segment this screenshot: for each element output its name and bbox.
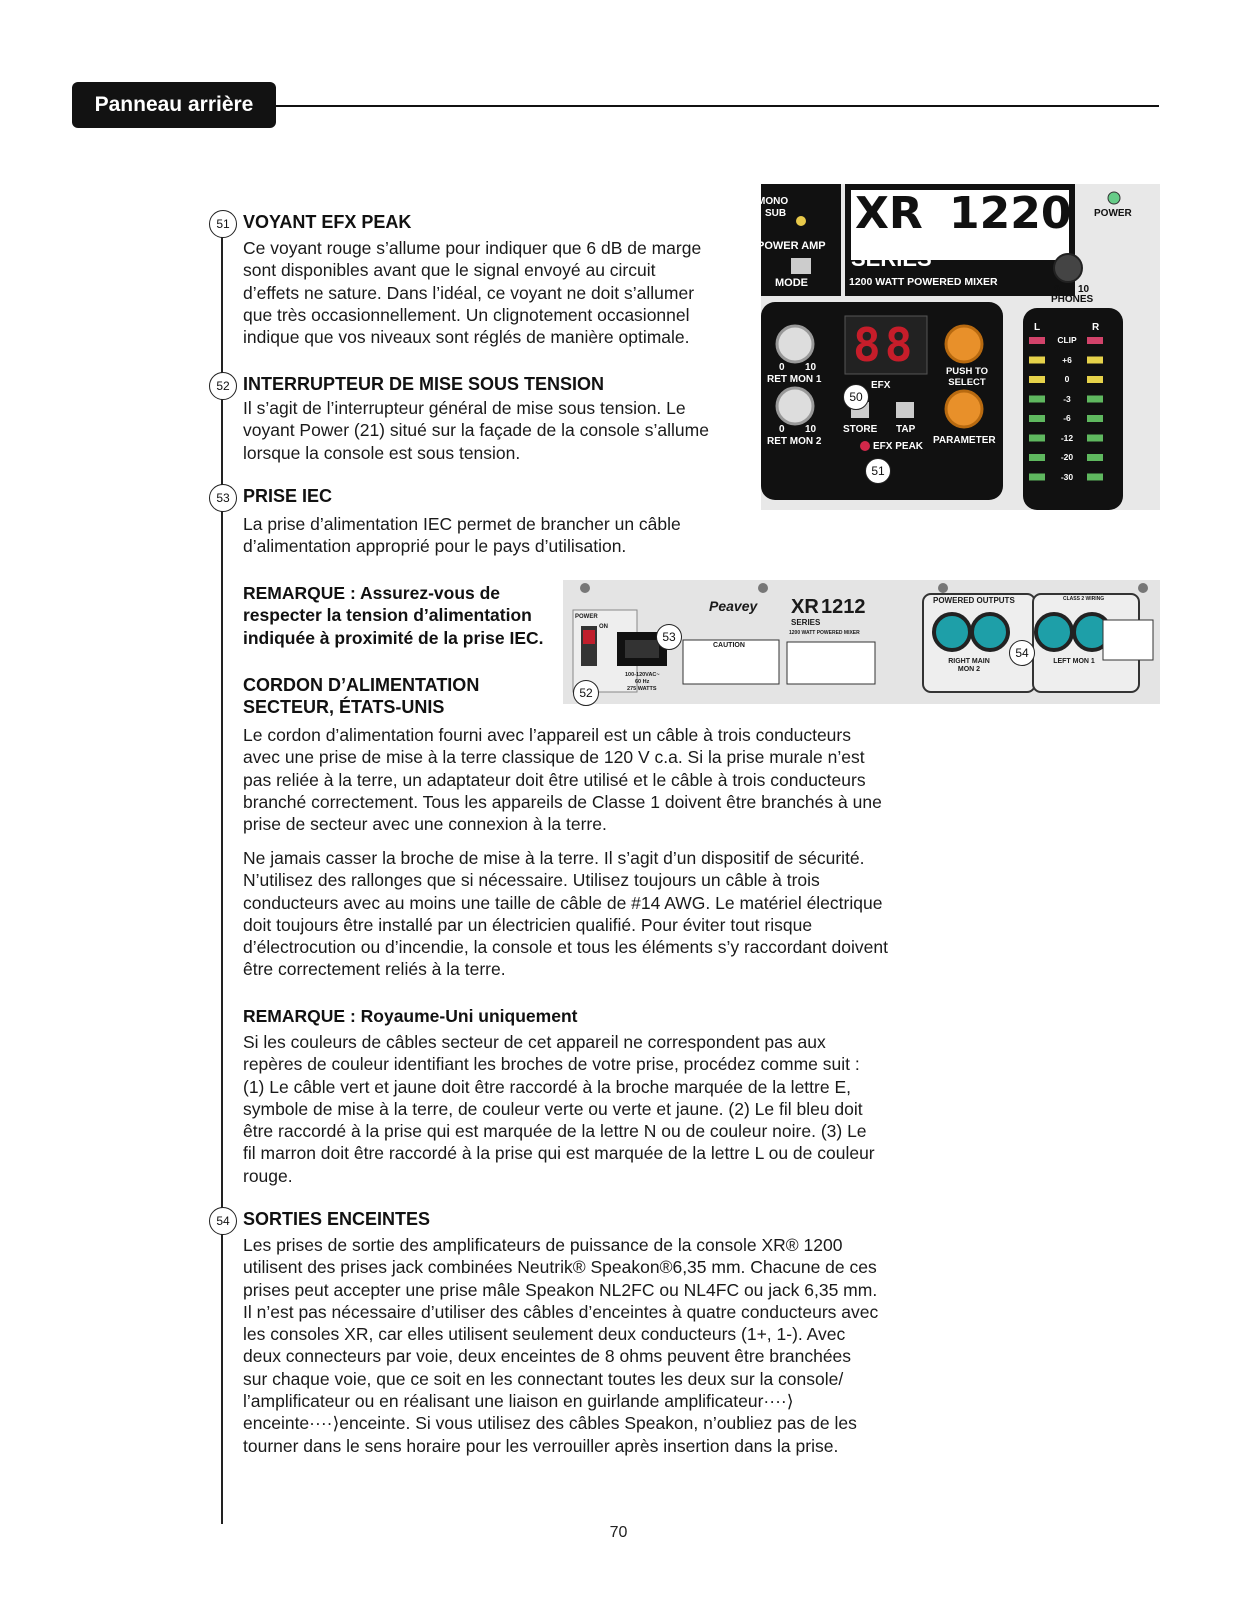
text-line: voyant Power (21) situé sur la façade de la console s’allume xyxy=(243,420,709,441)
text-line: respecter la tension d’alimentation xyxy=(243,605,532,626)
meter-led xyxy=(1029,357,1045,364)
rp-model-series: SERIES xyxy=(791,618,821,627)
text-line: Ce voyant rouge s’allume pour indiquer que 6 dB de marge xyxy=(243,238,702,258)
para-cordon-2 xyxy=(243,847,888,981)
callout-54: 54 xyxy=(1009,640,1035,666)
para-sorties-enceintes xyxy=(243,1234,878,1457)
text-line: repères de couleur identifiant les broches de votre prise, procédez comme suit : xyxy=(243,1054,860,1075)
meter-led xyxy=(1029,376,1045,383)
text-line: N’utilisez des rallonges que si nécessaire. Utilisez toujours un câble à trois xyxy=(243,870,820,891)
text-line: les consoles XR, car elles utilisent seulement deux conducteurs (1+, 1-). Avec xyxy=(243,1324,846,1345)
fp-meter-r: R xyxy=(1092,322,1100,333)
fp-push-to-select: PUSH TO SELECT xyxy=(945,366,989,388)
text-line: pas reliée à la terre, un adaptateur doit être utilisé et le câble à trois conducteurs xyxy=(243,769,866,790)
text-line: que très occasionnellement. Un clignotement occasionnel xyxy=(243,304,690,325)
callout-51: 51 xyxy=(865,458,891,484)
meter-led xyxy=(1087,415,1103,422)
para-voyant-efx-peak xyxy=(243,237,701,348)
rp-powered-outputs: POWERED OUTPUTS xyxy=(933,596,1015,605)
meter-label: CLIP xyxy=(1057,335,1077,345)
fp-efx-peak: EFX PEAK xyxy=(873,441,924,452)
text-line: La prise d’alimentation IEC permet de brancher un câble xyxy=(243,514,681,534)
text-line: branché correctement. Tous les appareils de Classe 1 doivent être branchés à une xyxy=(243,791,882,812)
heading-cordon xyxy=(243,674,479,719)
meter-led xyxy=(1029,337,1045,344)
fp-subtitle: 1200 WATT POWERED MIXER xyxy=(849,276,998,288)
text-line: utilisent des prises jack combinées Neutrik® Speakon®6,35 mm. Chacune de ces xyxy=(243,1257,877,1278)
rp-model-sub: 1200 WATT POWERED MIXER xyxy=(789,630,860,636)
timeline-line xyxy=(221,229,223,1524)
rp-right-main: RIGHT MAIN MON 2 xyxy=(948,658,990,673)
text-line: d’alimentation approprié pour le pays d’utilisation. xyxy=(243,536,627,557)
fp-ret1-min: 0 xyxy=(779,362,785,373)
meter-label: +6 xyxy=(1062,354,1072,365)
fp-phones-min: 0 xyxy=(1054,284,1060,295)
text-line: lorsque la console est sous tension. xyxy=(243,442,521,463)
heading-sorties-enceintes: SORTIES ENCEINTES xyxy=(243,1209,431,1229)
text-line: être raccordé à la prise qui est marquée de la lettre N ou de couleur noire. (3) Le xyxy=(243,1121,867,1142)
heading-voyant-efx-peak: VOYANT EFX PEAK xyxy=(243,212,412,232)
fp-parameter: PARAMETER xyxy=(933,435,996,446)
meter-led xyxy=(1087,454,1103,461)
meter-led xyxy=(1087,435,1103,442)
note-voltage xyxy=(243,582,544,649)
fp-sub: SUB xyxy=(765,208,787,219)
rp-on: ON xyxy=(599,624,608,630)
rp-left-mon: LEFT MON 1 xyxy=(1053,658,1095,665)
meter-led xyxy=(1029,396,1045,403)
text-line: doit toujours être installé par un électricien qualifié. Pour éviter tout risque xyxy=(243,914,813,935)
page-number: 70 xyxy=(609,1524,628,1541)
para-interrupteur xyxy=(243,397,709,464)
rp-power: POWER xyxy=(575,614,598,620)
meter-label: 0 xyxy=(1064,374,1070,384)
fp-efx: EFX xyxy=(871,380,891,391)
fp-phones-max: 10 xyxy=(1078,284,1090,295)
callout-53: 53 xyxy=(656,624,682,650)
meter-led xyxy=(1087,474,1103,481)
fp-power-amp: POWER AMP xyxy=(757,240,826,252)
fp-mode: MODE xyxy=(775,277,808,289)
text-line: symbole de mise à la terre, de couleur verte ou verte et jaune. (2) Le fil bleu doit xyxy=(243,1098,863,1119)
section-header-tab: Panneau arrière xyxy=(72,82,276,128)
fp-ret1: RET MON 1 xyxy=(767,374,822,385)
fp-logo-model: 1220 xyxy=(949,188,1072,239)
text-line: Ne jamais casser la broche de mise à la terre. Il s’agit d’un dispositif de sécurité. xyxy=(243,848,865,868)
text-line: CORDON D’ALIMENTATION xyxy=(243,675,480,695)
fp-phones: PHONES xyxy=(1051,294,1094,305)
text-line: conducteurs avec au moins une taille de câble de #14 AWG. Le matériel électrique xyxy=(243,892,883,913)
fp-power-label: POWER xyxy=(1094,208,1132,219)
para-prise-iec xyxy=(243,513,681,558)
para-cordon-1 xyxy=(243,724,882,835)
text-line: Les prises de sortie des amplificateurs de puissance de la console XR® 1200 xyxy=(243,1235,843,1255)
marker-53: 53 xyxy=(209,484,237,512)
text-line: prise de secteur avec une connexion à la terre. xyxy=(243,814,607,835)
text-line: REMARQUE : Assurez-vous de xyxy=(243,583,501,603)
rp-model-xr: XR xyxy=(791,596,819,618)
text-line: Si les couleurs de câbles secteur de cet appareil ne correspondent pas aux xyxy=(243,1032,826,1052)
text-line: prises peut accepter une prise mâle Speakon NL2FC ou NL4FC ou jack 6,35 mm. xyxy=(243,1279,878,1300)
rp-voltage: 100-120VAC~ xyxy=(625,672,660,678)
callout-52: 52 xyxy=(573,680,599,706)
heading-prise-iec: PRISE IEC xyxy=(243,486,333,506)
meter-label: -6 xyxy=(1063,413,1071,423)
rp-model-num: 1212 xyxy=(821,596,866,618)
text-line: tourner dans le sens horaire pour les verrouiller après insertion dans la prise. xyxy=(243,1435,839,1456)
fp-mono: MONO xyxy=(757,196,789,207)
callout-50: 50 xyxy=(843,384,869,410)
meter-led xyxy=(1029,474,1045,481)
fp-ret2: RET MON 2 xyxy=(767,436,822,447)
meter-led xyxy=(1087,337,1103,344)
rp-brand: Peavey xyxy=(709,598,758,614)
text-line: d’électrocution ou d’incendie, la console et tous les éléments s’y raccordant doivent xyxy=(243,937,888,958)
fp-ret2-min: 0 xyxy=(779,424,785,435)
fp-logo-series: SERIES xyxy=(851,246,932,271)
meter-led xyxy=(1029,435,1045,442)
meter-label: -12 xyxy=(1060,432,1074,443)
meter-led xyxy=(1087,396,1103,403)
heading-uk-note: REMARQUE : Royaume-Uni uniquement xyxy=(243,1006,578,1026)
fp-ret1-max: 10 xyxy=(805,362,817,373)
marker-54: 54 xyxy=(209,1207,237,1235)
front-panel-illustration xyxy=(757,184,1160,510)
text-line: Il s’agit de l’interrupteur général de mise sous tension. Le xyxy=(243,398,686,418)
fp-tap: TAP xyxy=(896,424,916,435)
meter-label: -20 xyxy=(1060,452,1074,462)
meter-led xyxy=(1087,357,1103,364)
text-line: Il n’est pas nécessaire d’utiliser des câbles d’enceintes à quatre conducteurs avec xyxy=(243,1301,879,1322)
text-line: deux connecteurs par voie, deux enceintes de 8 ohms peuvent être branchées xyxy=(243,1346,852,1367)
text-line: indique que vos niveaux sont réglés de manière optimale. xyxy=(243,327,690,348)
text-line: l’amplificateur ou en réalisant une liaison en guirlande amplificateur····⟩ xyxy=(243,1391,794,1412)
text-line: être correctement reliés à la terre. xyxy=(243,959,506,980)
marker-52: 52 xyxy=(209,372,237,400)
heading-interrupteur: INTERRUPTEUR DE MISE SOUS TENSION xyxy=(243,374,605,394)
rp-class2: CLASS 2 WIRING xyxy=(1063,596,1105,602)
meter-label: -3 xyxy=(1063,393,1071,404)
rear-panel-illustration xyxy=(563,580,1160,704)
para-uk-note xyxy=(243,1031,875,1187)
header-rule xyxy=(276,105,1159,107)
text-line: Le cordon d’alimentation fourni avec l’appareil est un câble à trois conducteurs xyxy=(243,725,851,745)
meter-led xyxy=(1029,454,1045,461)
text-line: fil marron doit être raccordé à la prise qui est marquée de la lettre L ou de couleur xyxy=(243,1143,875,1164)
fp-display: 88 xyxy=(853,318,917,372)
text-line: indiquée à proximité de la prise IEC. xyxy=(243,627,544,648)
text-line: sur chaque voie, que ce soit en les connectant toutes les deux sur la console/ xyxy=(243,1368,844,1389)
rp-watts: 275 WATTS xyxy=(627,686,657,692)
rp-hz: 60 Hz xyxy=(635,679,650,685)
text-line: sont disponibles avant que le signal envoyé au circuit xyxy=(243,260,656,281)
meter-led xyxy=(1087,376,1103,383)
text-line: SECTEUR, ÉTATS-UNIS xyxy=(243,697,445,718)
fp-store: STORE xyxy=(843,424,878,435)
text-line: avec une prise de mise à la terre classique de 120 V c.a. Si la prise murale n’est xyxy=(243,747,865,768)
text-line: (1) Le câble vert et jaune doit être raccordé à la broche marquée de la lettre E, xyxy=(243,1076,851,1097)
fp-meter-l: L xyxy=(1034,322,1041,333)
text-line: rouge. xyxy=(243,1165,293,1186)
rp-caution: CAUTION xyxy=(713,642,745,649)
marker-51: 51 xyxy=(209,210,237,238)
meter-label: -30 xyxy=(1060,471,1074,482)
text-line: d’effets ne sature. Dans l’idéal, ce voyant ne doit s’allumer xyxy=(243,282,695,303)
text-line: enceinte····⟩enceinte. Si vous utilisez des câbles Speakon, n’oubliez pas de les xyxy=(243,1413,857,1434)
meter-led xyxy=(1029,415,1045,422)
fp-logo-xr: XR xyxy=(855,188,923,239)
fp-ret2-max: 10 xyxy=(805,424,817,435)
